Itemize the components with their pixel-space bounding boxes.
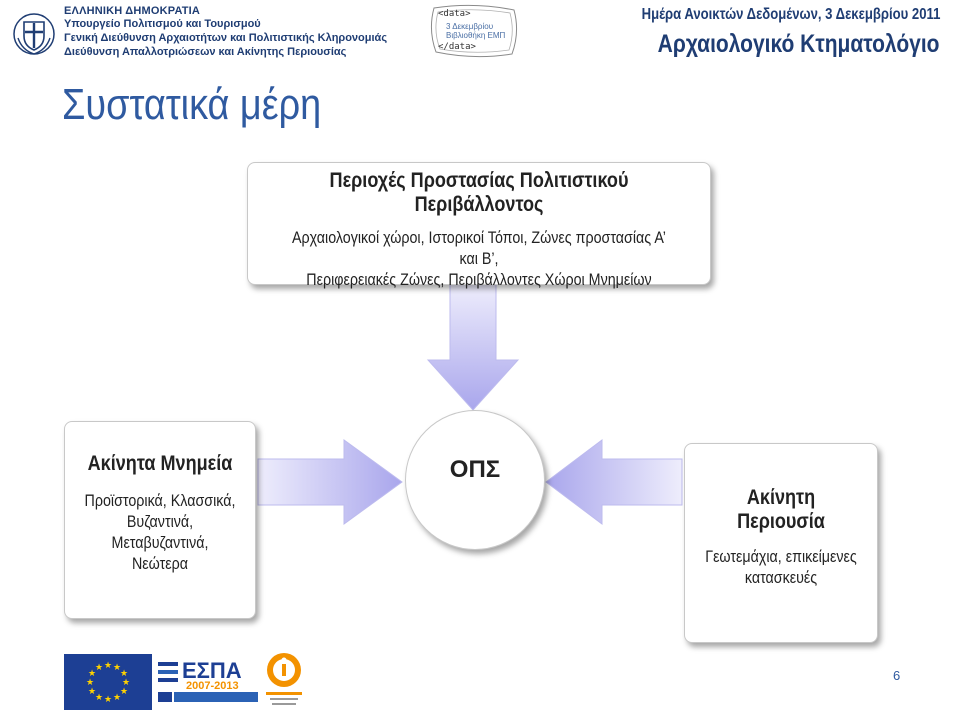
protection-areas-text-line-1: Αρχαιολογικοί χώροι, Ιστορικοί Τόποι, Ζώνες προστασίας Α’ και Β’, <box>292 228 666 268</box>
monuments-text <box>80 490 240 574</box>
monuments-box <box>64 421 256 619</box>
event-title: Ημέρα Ανοικτών Δεδομένων, 3 Δεκεμβρίου 2011 <box>641 6 940 23</box>
arrow-right-from-left <box>258 440 402 524</box>
slide-title: Συστατικά μέρη <box>62 80 322 129</box>
svg-text:★: ★ <box>94 663 104 673</box>
ministry-line-1: ΕΛΛΗΝΙΚΗ ΔΗΜΟΚΡΑΤΙΑ <box>64 5 201 17</box>
arrow-down-from-top <box>428 284 518 410</box>
svg-text:★: ★ <box>103 661 113 671</box>
property-text-line-1: Γεωτεμάχια, επικείμενες <box>705 547 857 566</box>
badge-close-tag: </data> <box>438 42 476 52</box>
espa-label: ΕΣΠΑ <box>182 658 242 683</box>
page-number: 6 <box>893 668 901 683</box>
svg-text:★: ★ <box>85 678 95 688</box>
monuments-text-line-3: Μεταβυζαντινά, <box>111 533 209 552</box>
protection-areas-title-line-1: Περιοχές Προστασίας Πολιτιστικού <box>329 169 629 192</box>
svg-text:★: ★ <box>94 693 104 703</box>
property-title <box>698 486 863 534</box>
espa-years: 2007-2013 <box>186 680 239 692</box>
protection-areas-text-line-2: Περιφερειακές Ζώνες, Περιβάλλοντες Χώροι Μνημείων <box>306 270 652 289</box>
property-text <box>700 546 861 588</box>
protection-areas-text <box>285 227 673 290</box>
svg-text:★: ★ <box>121 678 131 688</box>
monuments-text-line-1: Προϊστορικά, Κλασσικά, <box>84 491 236 510</box>
property-title-line-1: Ακίνητη <box>746 486 816 509</box>
svg-text:★: ★ <box>103 695 113 705</box>
ministry-line-4: Διεύθυνση Απαλλοτριώσεων και Ακίνητης Περιουσίας <box>64 46 347 58</box>
property-text-line-2: κατασκευές <box>744 568 818 587</box>
badge-library: Βιβλιοθήκη ΕΜΠ <box>446 31 506 40</box>
property-title-line-2: Περιουσία <box>737 510 825 533</box>
badge-date: 3 Δεκεμβρίου <box>446 22 494 31</box>
monuments-title: Ακίνητα Μνημεία <box>87 452 233 475</box>
protection-areas-box <box>247 162 711 289</box>
project-title: Αρχαιολογικό Κτηματολόγιο <box>658 30 940 58</box>
svg-text:★: ★ <box>112 693 122 703</box>
protection-areas-title <box>280 169 677 217</box>
eu-flag-icon <box>64 654 152 710</box>
svg-text:★: ★ <box>87 669 97 679</box>
svg-text:★: ★ <box>119 687 129 697</box>
svg-text:★: ★ <box>119 669 129 679</box>
property-box <box>684 443 878 643</box>
digital-greece-logo-icon <box>262 650 306 708</box>
svg-text:★: ★ <box>112 663 122 673</box>
ministry-line-2: Υπουργείο Πολιτισμού και Τουρισμού <box>64 18 261 30</box>
arrow-left-from-right <box>546 440 682 524</box>
espa-logo <box>156 656 260 708</box>
monuments-text-line-4: Νεώτερα <box>131 554 189 573</box>
monuments-text-line-2: Βυζαντινά, <box>126 512 194 531</box>
ministry-line-3: Γενική Διεύθυνση Αρχαιοτήτων και Πολιτιστικής Κληρονομιάς <box>64 32 388 44</box>
badge-open-tag: <data> <box>438 9 471 19</box>
protection-areas-title-line-2: Περιβάλλοντος <box>414 193 544 216</box>
svg-text:★: ★ <box>87 687 97 697</box>
ops-label: ΟΠΣ <box>449 456 501 483</box>
